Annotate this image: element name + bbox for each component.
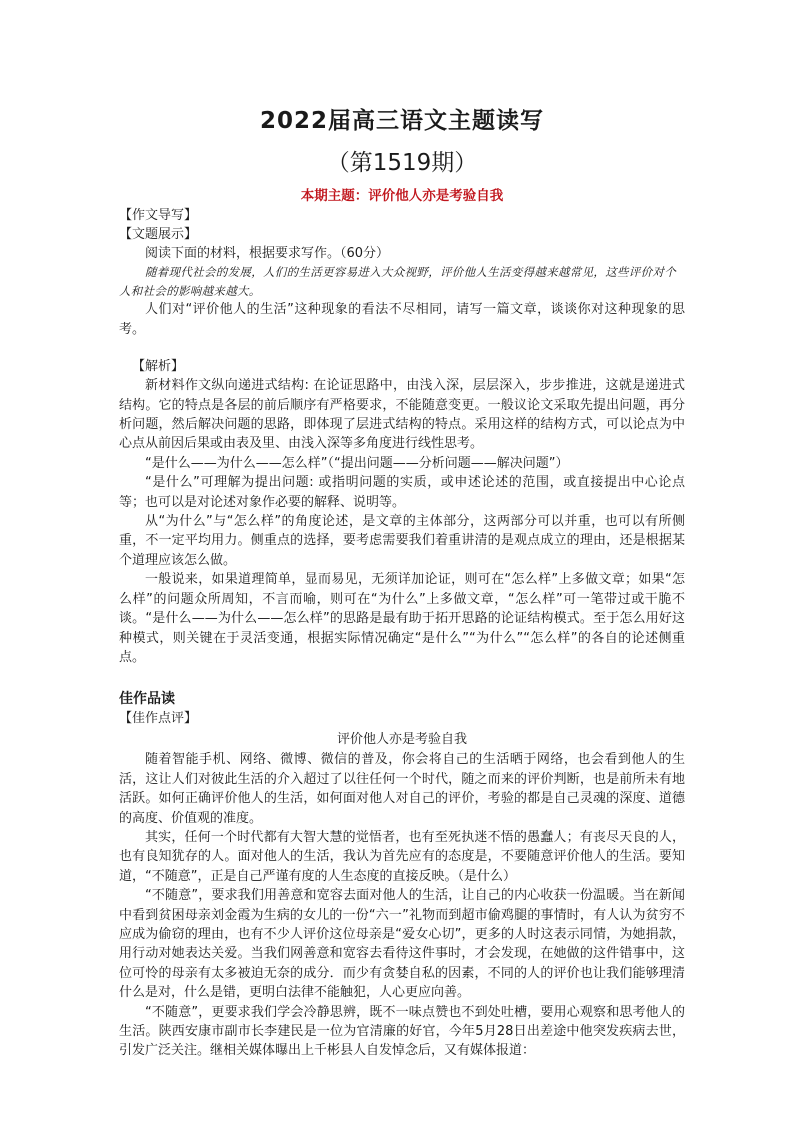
issue-theme: 本期主题：评价他人亦是考验自我: [300, 188, 504, 204]
essay-title: 评价他人亦是考验自我: [336, 732, 467, 748]
spacer: [119, 339, 685, 357]
document-title: 2022届高三语文主题读写: [259, 108, 544, 134]
analysis-paragraph: “是什么——为什么——怎么样”（“提出问题——分析问题——解决问题”）: [145, 455, 569, 471]
prompt-instruction: 阅读下面的材料，根据要求写作。（60分）: [145, 246, 390, 261]
essay-paragraph: 随着智能手机、网络、微博、微信的普及，你会将自己的生活晒于网络，也会看到他人的生活，这让人们对彼此生活的介入超过了以往任何一个时代，随之而来的评价判断，也是前所未有地活跃。如何正确评价他人的生活，如何面对他人对自己的评价，考验的都是自己灵魂的深度、道德的高度、价值观的准度。: [119, 752, 685, 826]
analysis-paragraph: “是什么”可理解为提出问题: 或指明问题的实质，或申述论述的范围，或直接提出中心论点等；也可以是对论述对象作必要的解释、说明等。: [119, 475, 685, 510]
analysis-paragraph: 新材料作文纵向递进式结构: 在论证思路中，由浅入深，层层深入，步步推进，这就是递进式结构。它的特点是各层的前后顺序有严格要求，不能随意变更。一般议论文采取先提出问题，再分析问题，然后解决问题的思路，即体现了层进式结构的特点。采用这样的结构方式，可以论点为中心点从前因后果或由表及里、由浅入深等多角度进行线性思考。: [119, 378, 685, 452]
prompt-label: 【文题展示】: [119, 227, 198, 242]
document-content: [119, 104, 685, 1061]
prompt-material: 随着现代社会的发展，人们的生活更容易进入大众视野，评价他人生活变得越来越常见，这些评价对个人和社会的影响越来越大。: [119, 265, 676, 298]
section-title: 佳作品读: [119, 691, 175, 708]
analysis-label: 【解析】: [132, 359, 185, 375]
works-label: 【佳作点评】: [119, 711, 198, 727]
prompt-task: 人们对“评价他人的生活”这种现象的看法不尽相同，请写一篇文章，谈谈你对这种现象的思考。: [119, 302, 685, 337]
essay-paragraph: 其实，任何一个时代都有大智大慧的觉悟者，也有至死执迷不悟的愚蠢人；有丧尽天良的人，也有良知犹存的人。面对他人的生活，我认为首先应有的态度是，不要随意评价他人的生活。要知道，“不随意”，正是自己严谨有度的人生态度的直接反映。（是什么）: [119, 829, 685, 884]
issue-number: （第1519期）: [326, 150, 478, 176]
guide-label: 【作文导写】: [119, 208, 198, 223]
essay-paragraph: “不随意”，更要求我们学会冷静思辨，既不一味点赞也不到处吐槽，要用心观察和思考他人的生活。陕西安康市副市长李建民是一位为官清廉的好官，今年5月28日出差途中他突发疾病去世，引发广泛关注。继相关媒体曝出上千彬县人自发悼念后，又有媒体报道：: [119, 1004, 685, 1059]
analysis-paragraph: 从“为什么”与“怎么样”的角度论述，是文章的主体部分，这两部分可以并重，也可以有所侧重，不一定平均用力。侧重点的选择，要考虑需要我们着重讲清的是观点成立的理由，还是根据某个道理应该怎么做。: [119, 514, 685, 568]
essay-paragraph: “不随意”，要求我们用善意和宽容去面对他人的生活，让自己的内心收获一份温暖。当在新闻中看到贫困母亲刘金霞为生病的女儿的一份“六一”礼物而到超市偷鸡腿的事情时，有人认为贫穷不应成为偷窃的理由，也有不少人评价这位母亲是“爱女心切”，更多的人时这表示同情，为她捐款，用行动对她表达关爱。当我们网善意和宽容去看待这件事时，才会发现，在她做的这件错事中，这位可怜的母亲有太多被迫无奈的成分．而少有贪婪自私的因素，不同的人的评价也让我们能够理清什么是对，什么是错，更明白法律不能触犯，人心更应向善。: [119, 888, 685, 1001]
analysis-paragraph: 一般说来，如果道理简单，显而易见，无须详加论证，则可在“怎么样”上多做文章；如果“怎么样”的问题众所周知，不言而喻，则可在“为什么”上多做文章，“怎么样”可一笔带过或干脆不谈。“是什么——为什么——怎么样”的思路是最有助于拓开思路的论证结构模式。至于怎么用好这种模式，则关键在于灵活变通，根据实际情况确定“是什么”“为什么”“怎么样”的各自的论述侧重点。: [119, 572, 685, 665]
